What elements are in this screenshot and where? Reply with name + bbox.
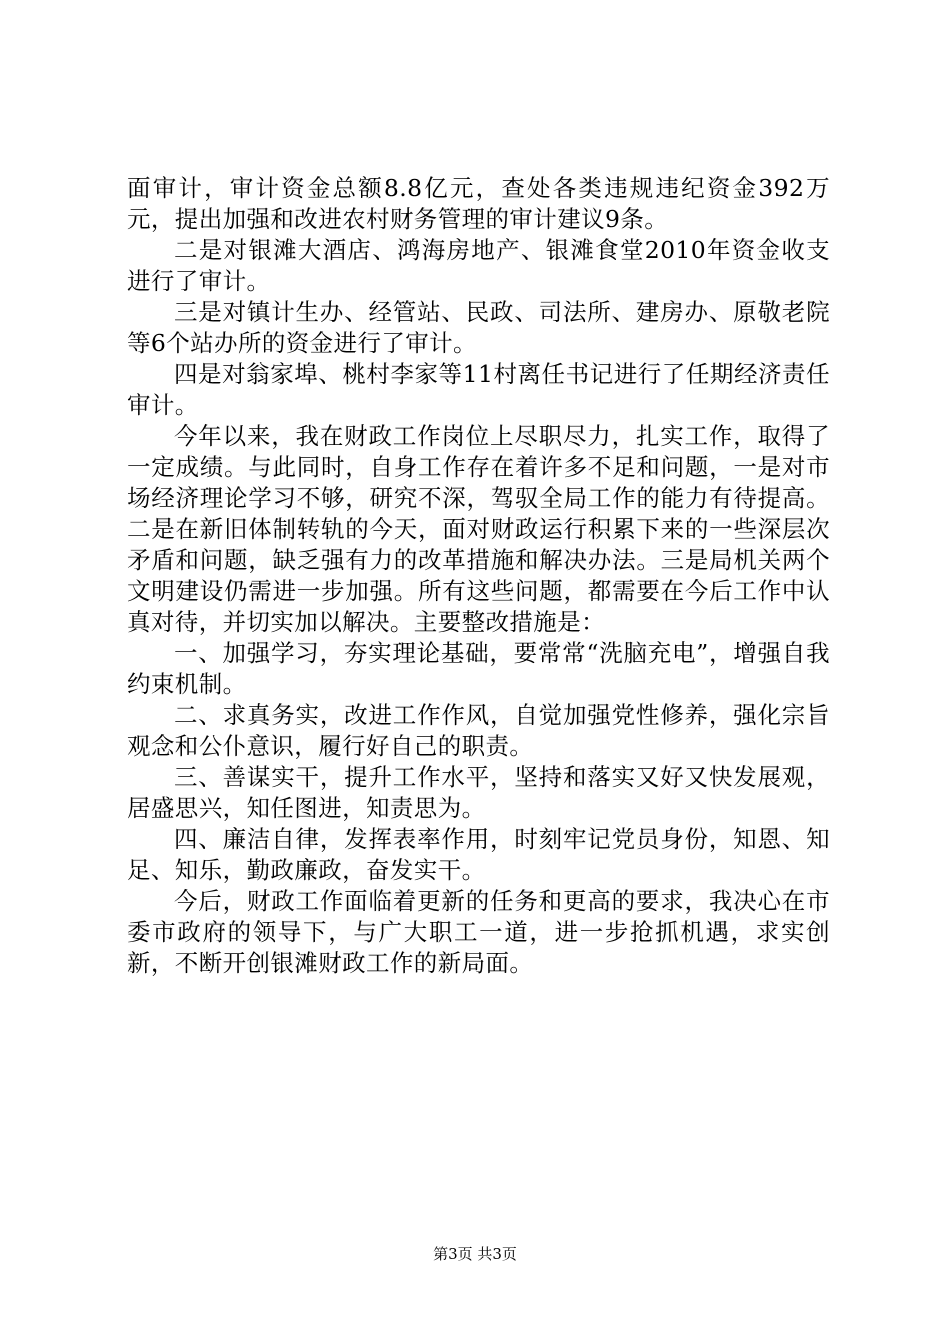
paragraph-hotel-audit: 二是对银滩大酒店、鸿海房地产、银滩食堂2010年资金收支进行了审计。 (127, 236, 830, 295)
paragraph-measure-4: 四、廉洁自律，发挥表率作用，时刻牢记党员身份，知恩、知足、知乐，勤政廉政，奋发实干。 (127, 825, 830, 884)
paragraph-audit-summary: 面审计，审计资金总额8.8亿元，查处各类违规违纪资金392万元，提出加强和改进农村财务管理的审计建议9条。 (127, 174, 830, 233)
paragraph-station-audit: 三是对镇计生办、经管站、民政、司法所、建房办、原敬老院等6个站办所的资金进行了审计。 (127, 298, 830, 357)
paragraph-measure-1: 一、加强学习，夯实理论基础，要常常“洗脑充电”，增强自我约束机制。 (127, 639, 830, 698)
paragraph-conclusion: 今后，财政工作面临着更新的任务和更高的要求，我决心在市委市政府的领导下，与广大职工一道，进一步抢抓机遇，求实创新，不断开创银滩财政工作的新局面。 (127, 887, 830, 977)
paragraph-measure-2: 二、求真务实，改进工作作风，自觉加强党性修养，强化宗旨观念和公仆意识，履行好自己的职责。 (127, 701, 830, 760)
paragraph-measure-3: 三、善谋实干，提升工作水平，坚持和落实又好又快发展观，居盛思兴，知任图进，知责思为。 (127, 763, 830, 822)
document-body (127, 173, 830, 979)
paragraph-village-audit: 四是对翁家埠、桃村李家等11村离任书记进行了任期经济责任审计。 (127, 360, 830, 419)
page-footer: 第3页 共3页 (433, 1245, 517, 1263)
paragraph-self-assessment: 今年以来，我在财政工作岗位上尽职尽力，扎实工作，取得了一定成绩。与此同时，自身工作存在着许多不足和问题，一是对市场经济理论学习不够，研究不深，驾驭全局工作的能力有待提高。二是在新旧体制转轨的今天，面对财政运行积累下来的一些深层次矛盾和问题，缺乏强有力的改革措施和解决办法。三是局机关两个文明建设仍需进一步加强。所有这些问题，都需要在今后工作中认真对待，并切实加以解决。主要整改措施是： (127, 422, 830, 636)
